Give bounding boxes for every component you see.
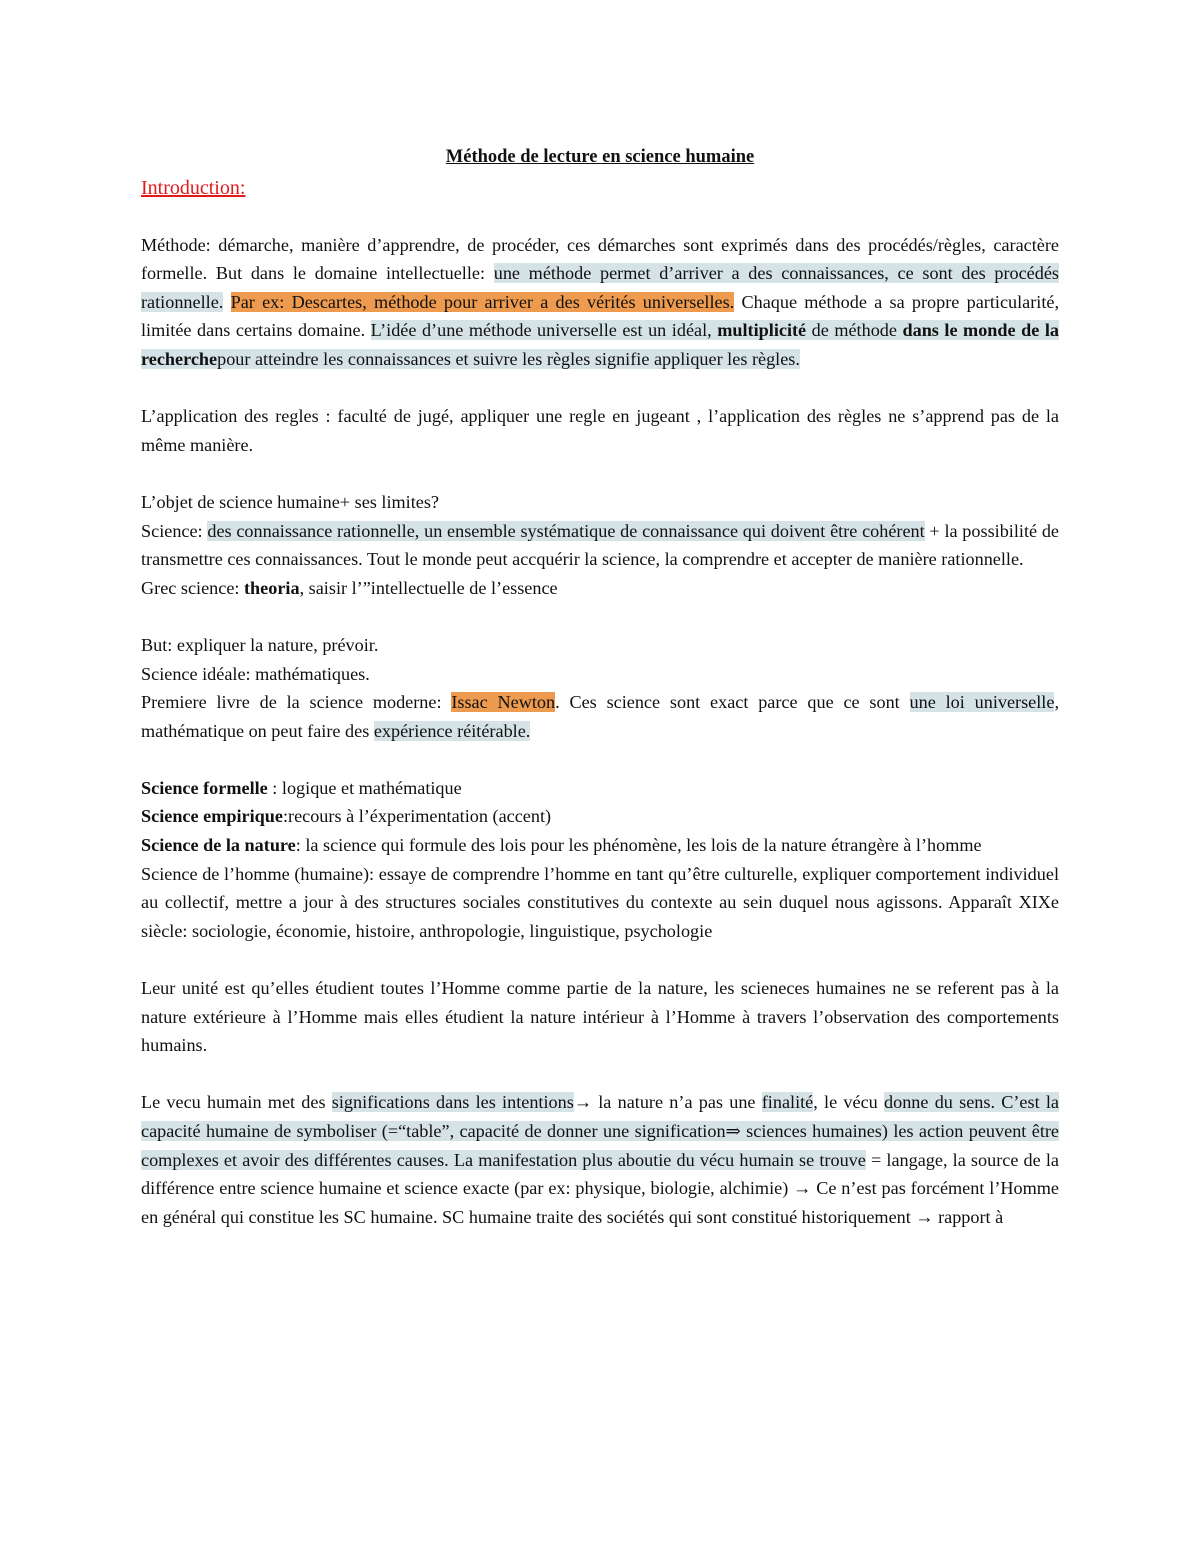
bold-run: theoria bbox=[244, 577, 300, 598]
text-run: Science: bbox=[141, 520, 208, 541]
text-run: Méthode: démarche, manière d’apprendre, de procéder, ces démarches sont exprimés dans des procédés/règles, caractère formelle. But dans le domaine intellectuelle: bbox=[141, 234, 1059, 284]
text-run: + la possibilité de transmettre ces connaissances. Tout le monde peut accquérir la science, la comprendre et accepter de manière rationnelle. bbox=[141, 520, 1059, 570]
text-run: , le vécu bbox=[813, 1092, 884, 1113]
paragraph-spacer bbox=[141, 374, 1059, 403]
highlight-run: finalité bbox=[761, 1092, 814, 1113]
text-run: . Ces science sont exact parce que ce sont bbox=[555, 692, 910, 713]
text-run: → la nature n’a pas une bbox=[573, 1092, 762, 1113]
paragraph-spacer bbox=[141, 945, 1059, 974]
document-body bbox=[141, 140, 1059, 1231]
paragraph-spacer bbox=[141, 745, 1059, 774]
highlight-run: une loi universelle bbox=[909, 692, 1055, 713]
highlight-run: expérience réitérable. bbox=[373, 720, 531, 741]
highlight-orange-run: Issac Newton bbox=[451, 692, 556, 713]
text-run: , saisir l’”intellectuelle de l’essence bbox=[299, 577, 558, 598]
paragraph-spacer bbox=[141, 1060, 1059, 1089]
highlight-run: donne du sens. C’est la capacité humaine de symboliser (=“table”, capacité de donner une signification⇒ sciences humaines) les action peuvent être complexes et avoir des différentes causes. La manifestation plus aboutie du vécu humain se trouve bbox=[141, 1092, 1059, 1170]
paragraph-unite: Leur unité est qu’elles étudient toutes l’Homme comme partie de la nature, les scieneces humaines ne se referent pas à la nature extérieure à l’Homme mais elles étudient la nature intérieur à l’Homme à travers l’observation des comportements humains. bbox=[141, 978, 1059, 1056]
bold-run: dans le monde de la recherche bbox=[141, 320, 1059, 369]
text-run: : logique et mathématique bbox=[267, 777, 462, 798]
highlight-run: une méthode permet d’arriver a des connaissances, ce sont des procédés rationnelle. bbox=[141, 263, 1059, 312]
document-title: Méthode de lecture en science humaine bbox=[445, 147, 755, 167]
text-run: :recours à l’éxperimentation (accent) bbox=[282, 806, 552, 827]
text-run: Premiere livre de la science moderne: bbox=[141, 692, 452, 713]
line-grec-science bbox=[141, 574, 1059, 603]
text-run: Le vecu humain met des bbox=[141, 1092, 332, 1113]
bold-run: Science de la nature bbox=[141, 835, 296, 856]
highlight-run: des connaissance rationnelle, un ensemble systématique de connaissance qui doivent être cohérent bbox=[207, 520, 925, 541]
text-run: = langage, la source de la différence entre science humaine et science exacte (par ex: physique, biologie, alchimie) → Ce n’est pas forcément l’Homme en général qui constitue les SC humaine. SC humaine traite des sociétés qui sont constitué historiquement → rapport à bbox=[141, 1149, 1059, 1227]
text-run: Chaque méthode a sa propre particularité, limitée dans certains domaine. bbox=[141, 291, 1060, 341]
paragraph-science-homme: Science de l’homme (humaine): essaye de comprendre l’homme en tant qu’être culturelle, expliquer comportement individuel au collectif, mettre a jour à des structures sociales constitutives du contexte au sein duquel nous agissons. Apparaît XIXe siècle: sociologie, économie, histoire, anthropologie, linguistique, psychologie bbox=[141, 863, 1059, 941]
line-science-empirique bbox=[141, 802, 1059, 831]
text-run: , mathématique on peut faire des bbox=[141, 692, 1059, 741]
paragraph-vecu-humain bbox=[141, 1088, 1059, 1231]
paragraph-methode bbox=[141, 231, 1059, 374]
highlight-run: significations dans les intentions bbox=[331, 1092, 574, 1113]
text-run: de méthode bbox=[806, 320, 903, 341]
paragraph-spacer bbox=[141, 602, 1059, 631]
intro-heading: Introduction: bbox=[141, 177, 246, 199]
line-science-formelle bbox=[141, 774, 1059, 803]
text-run bbox=[223, 292, 230, 312]
bold-run: Science formelle bbox=[141, 777, 268, 798]
line-science-ideale: Science idéale: mathématiques. bbox=[141, 663, 370, 684]
text-run: L’idée d’une méthode universelle est un idéal, bbox=[370, 320, 718, 341]
text-run: Grec science: bbox=[141, 577, 244, 598]
bold-run: multiplicité bbox=[717, 320, 807, 341]
paragraph-application-regles: L’application des regles : faculté de jugé, appliquer une regle en jugeant , l’application des règles ne s’apprend pas de la même manière. bbox=[141, 406, 1059, 455]
paragraph-science-def bbox=[141, 517, 1059, 574]
text-run: pour atteindre les connaissances et suivre les règles signifie appliquer les règles. bbox=[217, 348, 800, 369]
highlight-orange-run: Par ex: Descartes, méthode pour arriver a des vérités universelles. bbox=[230, 291, 735, 312]
text-run: : la science qui formule des lois pour les phénomène, les lois de la nature étrangère à l’homme bbox=[295, 835, 982, 856]
paragraph-spacer bbox=[141, 459, 1059, 488]
bold-run: Science empirique bbox=[141, 806, 283, 827]
paragraph-newton bbox=[141, 688, 1059, 745]
line-objet-science: L’objet de science humaine+ ses limites? bbox=[141, 491, 439, 512]
line-science-nature bbox=[141, 831, 1059, 860]
line-but: But: expliquer la nature, prévoir. bbox=[141, 634, 379, 655]
